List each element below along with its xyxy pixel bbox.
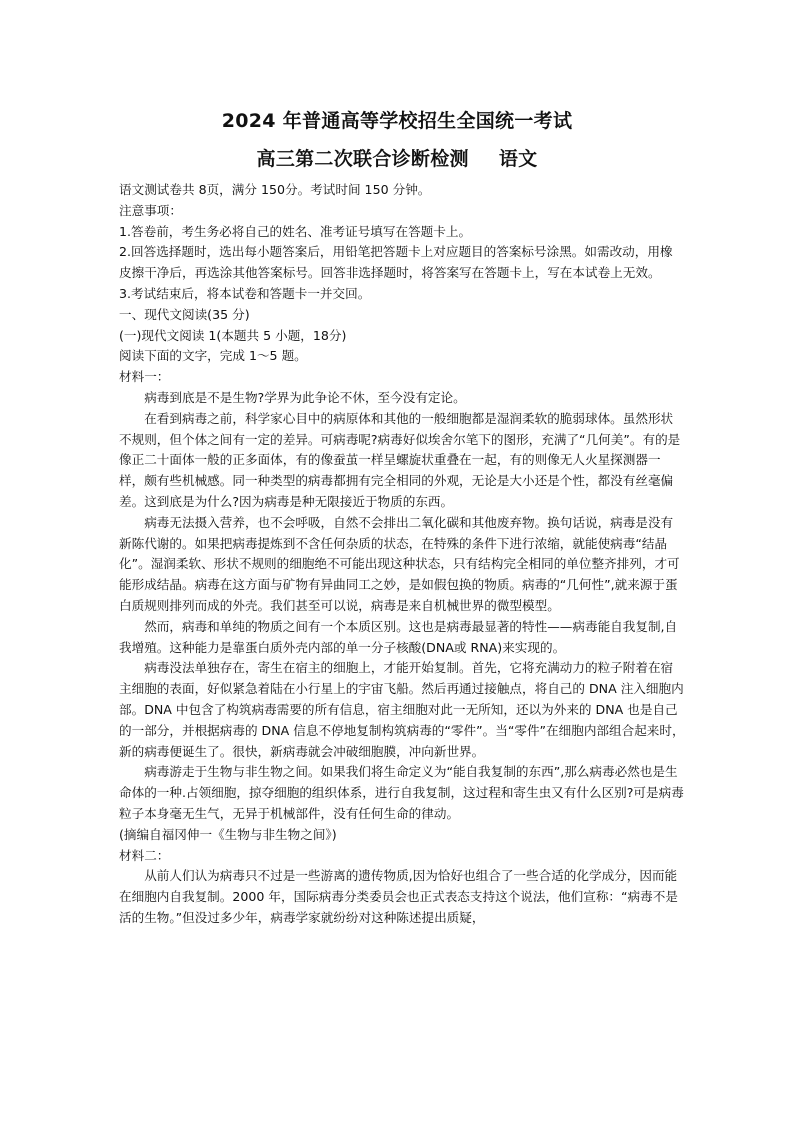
notice-item: 1.答卷前，考生务必将自己的姓名、准考证号填写在答题卡上。 bbox=[119, 223, 472, 239]
section-heading: 一、现代文阅读(35 分) bbox=[119, 306, 250, 322]
exam-body bbox=[119, 180, 685, 929]
material-2-label: 材料二： bbox=[119, 847, 170, 863]
subtitle-left: 高三第二次联合诊断检测 bbox=[256, 148, 469, 170]
material-1-paragraph: 病毒没法单独存在，寄生在宿主的细胞上，才能开始复制。首先，它将充满动力的粒子附着在宿主细胞的表面，好似紧急着陆在小行星上的宇宙飞船。然后再通过接触点，将自己的 DNA 注入细胞内部。DNA 中包含了构筑病毒需要的所有信息，宿主细胞对此一无所知，还以为外来的 DNA 也是自己的一部分，并根据病毒的 DNA 信息不停地复制构筑病毒的“零件”。当“零件”在细胞内部组合起来时，新的病毒便诞生了。很快，新病毒就会冲破细胞膜，冲向新世界。 bbox=[119, 660, 685, 759]
notice-item: 2.回答选择题时，选出每小题答案后，用铅笔把答题卡上对应题目的答案标号涂黑。如需改动，用橡皮擦干净后，再选涂其他答案标号。回答非选择题时，将答案写在答题卡上，写在本试卷上无效。 bbox=[119, 244, 673, 281]
material-1-label: 材料一： bbox=[119, 369, 170, 385]
exam-subtitle bbox=[0, 144, 794, 171]
notice-heading: 注意事项： bbox=[119, 202, 182, 218]
material-1-paragraph: 病毒游走于生物与非生物之间。如果我们将生命定义为“能自我复制的东西”,那么病毒必然也是生命体的一种.占领细胞，掠夺细胞的组织体系，进行自我复制，这过程和寄生虫又有什么区别?可是病毒粒子本身毫无生气，无异于机械部件，没有任何生命的律动。 bbox=[119, 764, 684, 821]
material-1-paragraph: 病毒无法摄入营养，也不会呼吸，自然不会排出二氧化碳和其他废弃物。换句话说，病毒是没有新陈代谢的。如果把病毒提炼到不含任何杂质的状态，在特殊的条件下进行浓缩，就能使病毒“结晶化”。湿润柔软、形状不规则的细胞绝不可能出现这种状态，只有结构完全相同的单位整齐排列，才可能形成结晶。病毒在这方面与矿物有异曲同工之妙，是如假包换的物质。病毒的“几何性”,就来源于蛋白质规则排列而成的外壳。我们甚至可以说，病毒是来自机械世界的微型模型。 bbox=[119, 514, 680, 613]
reading-instruction: 阅读下面的文字，完成 1～5 题。 bbox=[119, 348, 307, 364]
material-2-paragraph: 从前人们认为病毒只不过是一些游离的遗传物质,因为恰好也组合了一些合适的化学成分，因而能在细胞内自我复制。2000 年，国际病毒分类委员会也正式表态支持这个说法，他们宣称：“病毒不是活的生物。”但没过多少年，病毒学家就纷纷对这种陈述提出质疑， bbox=[119, 868, 678, 925]
material-1-source: (摘编自福冈伸一《生物与非生物之间》) bbox=[119, 826, 337, 842]
subtitle-right: 语文 bbox=[498, 148, 538, 170]
material-1-paragraph: 然而，病毒和单纯的物质之间有一个本质区别。这也是病毒最显著的特性——病毒能自我复制,自我增殖。这种能力是靠蛋白质外壳内部的单一分子核酸(DNA或 RNA)来实现的。 bbox=[119, 618, 678, 655]
notice-item: 3.考试结束后，将本试卷和答题卡一并交回。 bbox=[119, 285, 371, 301]
material-1-paragraph: 病毒到底是不是生物?学界为此争论不休，至今没有定论。 bbox=[144, 389, 466, 405]
exam-title: 2024 年普通高等学校招生全国统一考试 bbox=[221, 110, 573, 132]
subsection-heading: (一)现代文阅读 1(本题共 5 小题，18分) bbox=[119, 327, 347, 343]
material-1-paragraph: 在看到病毒之前，科学家心目中的病原体和其他的一般细胞都是湿润柔软的脆弱球体。虽然形状不规则，但个体之间有一定的差异。可病毒呢?病毒好似埃舍尔笔下的图形，充满了“几何美”。有的是像正二十面体一般的正多面体，有的像蚕茧一样呈螺旋状重叠在一起，有的则像无人火星探测器一样，颇有些机械感。同一种类型的病毒都拥有完全相同的外观，无论是大小还是个性，都没有丝毫偏差。这到底是为什么?因为病毒是种无限接近于物质的东西。 bbox=[119, 410, 681, 509]
intro-line: 语文测试卷共 8页，满分 150分。考试时间 150 分钟。 bbox=[119, 182, 431, 197]
